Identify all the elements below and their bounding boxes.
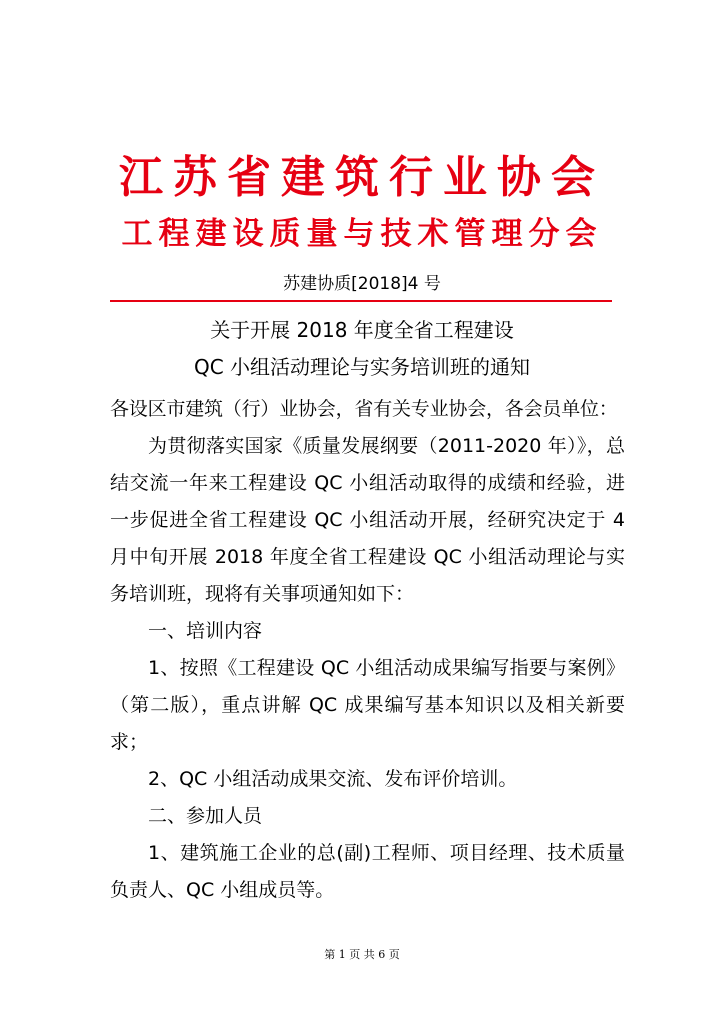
training-content-item-1: 1、按照《工程建设 QC 小组活动成果编写指要与案例》（第二版），重点讲解 QC 成果编写基本知识以及相关新要求；: [110, 657, 625, 753]
notice-title-line-2: QC 小组活动理论与实务培训班的通知: [193, 355, 531, 379]
salutation: 各设区市建筑（行）业协会，省有关专业协会，各会员单位：: [110, 398, 618, 420]
participants-item-1: 1、建筑施工企业的总(副)工程师、项目经理、技术质量负责人、QC 小组成员等。: [110, 842, 625, 901]
section-heading-training-content: 一、培训内容: [148, 620, 263, 642]
organization-name: 江苏省建筑行业协会: [119, 152, 605, 203]
section-heading-participants: 二、参加人员: [148, 805, 263, 827]
page-footer: 第 1 页 共 6 页: [324, 948, 400, 961]
notice-body: [110, 391, 625, 909]
document-number: 苏建协质[2018]4 号: [283, 274, 441, 294]
intro-paragraph: 为贯彻落实国家《质量发展纲要（2011-2020 年）》，总结交流一年来工程建设 QC 小组活动取得的成绩和经验，进一步促进全省工程建设 QC 小组活动开展，经研究决定于 4 月中旬开展 2018 年度全省工程建设 QC 小组活动理论与实务培训班，现将有关事项通知如下：: [110, 435, 625, 605]
notice-title-line-1: 关于开展 2018 年度全省工程建设: [210, 318, 514, 342]
header-divider: [110, 300, 612, 302]
branch-name: 工程建设质量与技术管理分会: [121, 216, 603, 252]
training-content-item-2: 2、QC 小组活动成果交流、发布评价培训。: [148, 768, 518, 790]
